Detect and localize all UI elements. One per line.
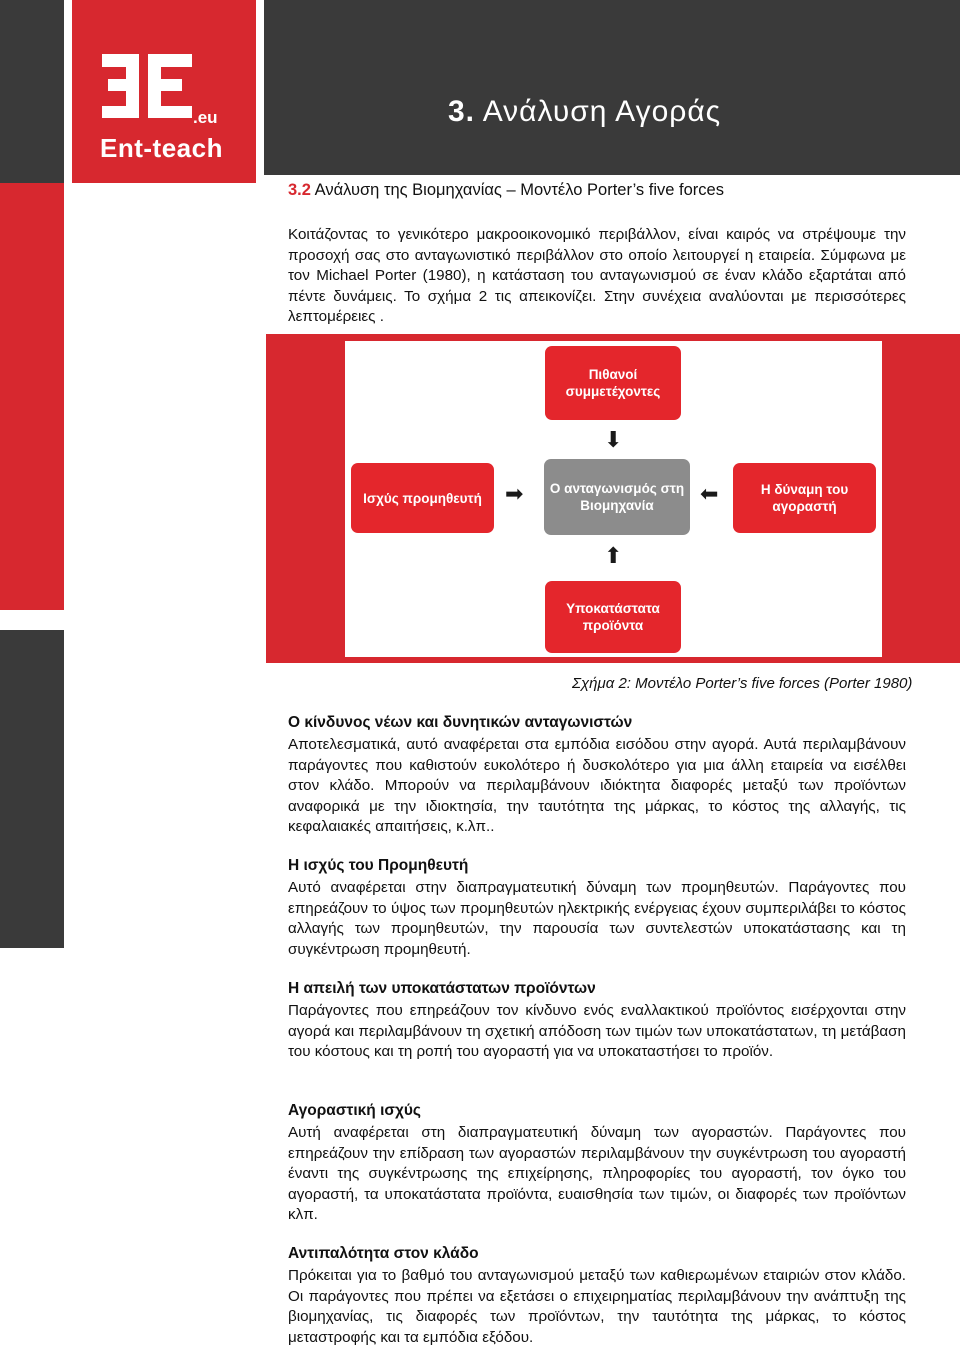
section-title [288, 181, 724, 200]
diagram-box-right: Η δύναμη του αγοραστή [733, 463, 876, 533]
intro-paragraph: Κοιτάζοντας το γενικότερο μακροοικονομικό περιβάλλον, είναι καιρός να στρέψουμε την προσοχή σας στο ανταγωνιστικό περιβάλλον στο οποίο λειτουργεί η εταιρεία. Σύμφωνα με τον Michael Porter (1980), η κατάσταση του ανταγωνισμού σε έναν κλάδο εξαρτάται από πέντε δυνάμεις. Το σχήμα 2 τις απεικονίζει. Στην συνέχεια αναλύονται με περισσότερες λεπτομέρειες . [288, 226, 906, 325]
decorative-grey-strip-bottom [0, 630, 64, 948]
chapter-number: 3. [448, 95, 476, 128]
section-heading-substitutes: Η απειλή των υποκατάστατων προϊόντων [288, 980, 596, 997]
porter-five-forces-diagram [345, 341, 882, 657]
arrow-down-icon: ⬇ [604, 427, 623, 452]
diagram-box-top: Πιθανοί συμμετέχοντες [545, 346, 681, 420]
page-title [448, 95, 721, 129]
section-heading-rivalry: Αντιπαλότητα στον κλάδο [288, 1245, 479, 1262]
figure-caption: Σχήμα 2: Μοντέλο Porter’s five forces (Porter 1980) [572, 675, 913, 692]
header-bar [264, 0, 960, 175]
decorative-grey-strip-top [0, 0, 64, 183]
section-body-rivalry: Πρόκειται για το βαθμό του ανταγωνισμού μεταξύ των καθιερωμένων εταιριών στον κλάδο. Οι παράγοντες που πρέπει να εξετάσει ο επιχειρηματίας περιλαμβάνουν την ανάπτυξη της βιομηχανίας, τις διαφορές των προϊόντων, την ταυτότητα της μάρκας, το κόστος μεταστροφής και τα εμπόδια εξόδου. [288, 1267, 906, 1346]
section-number: 3.2 [288, 181, 311, 199]
arrow-left-icon: ⬅ [700, 481, 719, 506]
diagram-box-bottom: Υποκατάστατα προϊόντα [545, 581, 681, 653]
section-body-substitutes: Παράγοντες που επηρεάζουν τον κίνδυνο ενός εναλλακτικού προϊόντος εισέρχονται στην αγορά και περιλαμβάνουν τη σχετική απόδοση των τιμών των υποκατάστατων, τη μετάβαση του κόστους και τη ροπή του αγοραστή για να υποκαταστήσει το προϊόν. [288, 1002, 906, 1060]
logo-eu-text: .eu [193, 108, 218, 127]
section-heading-supplier-power: Η ισχύς του Προμηθευτή [288, 857, 469, 874]
chapter-title: Ανάλυση Αγοράς [482, 95, 722, 128]
diagram-box-left: Ισχύς προμηθευτή [351, 463, 494, 533]
decorative-red-strip [0, 183, 64, 610]
logo-name: Ent-teach [100, 133, 223, 163]
section-body-supplier-power: Αυτό αναφέρεται στην διαπραγματευτική δύναμη των προμηθευτών. Παράγοντες που επηρεάζουν το ύψος των προμηθευτών ηλεκτρικής ενέργειας έχουν συμπεριλάβει το κόστος αλλαγής των προμηθευτών, την παρουσία των συντελεστών υποκατάστασης και τη συγκέντρωση προμηθευτή. [288, 879, 906, 958]
arrow-right-icon: ➡ [505, 481, 524, 506]
section-heading-new-entrants: Ο κίνδυνος νέων και δυνητικών ανταγωνιστών [288, 714, 633, 731]
section-heading-buyer-power: Αγοραστική ισχύς [288, 1102, 421, 1119]
section-title-text: Ανάλυση της Βιομηχανίας – Μοντέλο Porter’s five forces [314, 181, 724, 199]
arrow-up-icon: ⬆ [604, 543, 623, 568]
diagram-box-center: Ο ανταγωνισμός στη Βιομηχανία [544, 459, 690, 535]
section-body-new-entrants: Αποτελεσματικά, αυτό αναφέρεται στα εμπόδια εισόδου στην αγορά. Αυτά περιλαμβάνουν παράγοντες που καθιστούν ευκολότερο ή δυσκολότερο για μια άλλη εταιρεία να εισέλθει στον κλάδο. Μπορούν να περιλαμβάνουν ιδιόκτητα διαφορές μεταξύ των προϊόντων αναφορικά με την ιδιοκτησία, την ταυτότητα της μάρκας, το κόστος της αλλαγής, τις κεφαλαιακές απαιτήσεις, κ.λπ.. [288, 736, 906, 835]
section-body-buyer-power: Αυτή αναφέρεται στη διαπραγματευτική δύναμη των αγοραστών. Παράγοντες που επηρεάζουν την επίδραση των αγοραστών περιλαμβάνουν την συγκέντρωση του αγοραστή έναντι της συγκέντρωσης της επιχείρησης, πληροφορίες του αγοραστή, τον όγκο του αγοραστή, τα υποκατάστατα προϊόντα, ευαισθησία των τιμών, οι διαφορές των προϊόντων κλπ. [288, 1124, 906, 1223]
